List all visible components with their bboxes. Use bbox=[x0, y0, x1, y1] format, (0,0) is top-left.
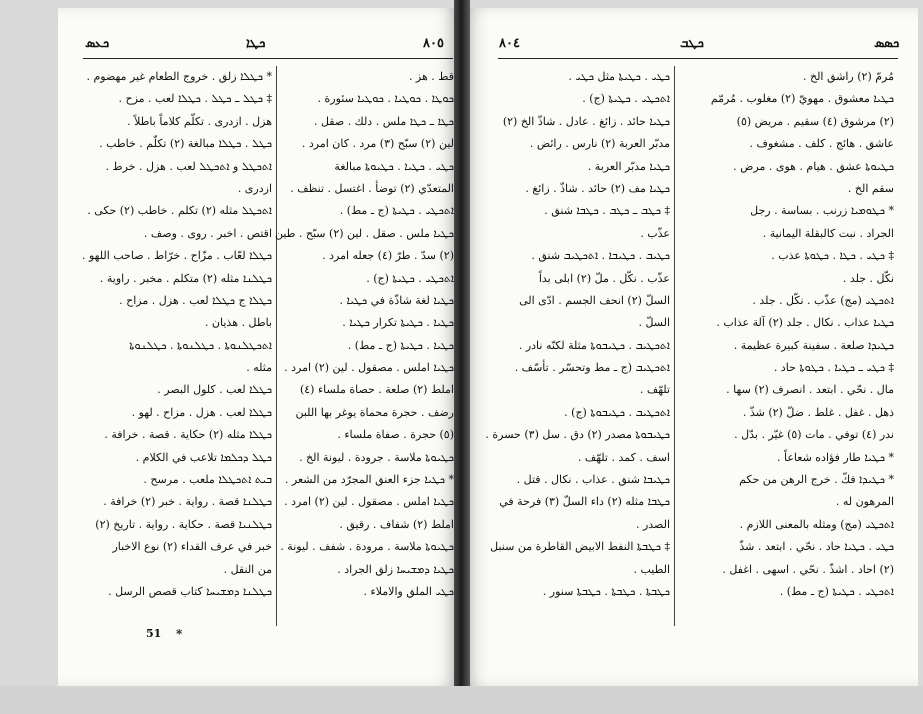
dictionary-line: ندر (٤) توفي . مات (٥) غيّر . بدّل . bbox=[734, 428, 894, 442]
dictionary-line: ܟܛܠܢܐ قصة . رواية . خبر (٢) خرافة . bbox=[103, 495, 272, 509]
dictionary-line: ܟܛܝܐ حائد . زائغ . عادل . شاذّ الخ (٢) bbox=[502, 114, 670, 128]
dictionary-line: ܟܛܝ . ܟܛܝܐ . ܟܛܝܘܬܐ مبالغة bbox=[334, 159, 454, 173]
dictionary-line: ‡ ܟܛܠ ـ ܟܛܠ . ܟܛܠܐ لعب . مزح . bbox=[118, 92, 272, 106]
dictionary-line: ܟܘܛܐ . ܟܘܛܝܐ . ܟܘܛܝܐ سئورة . bbox=[317, 92, 454, 106]
header-rule bbox=[83, 58, 453, 59]
left-page-left-column bbox=[82, 66, 272, 603]
footer-star: * bbox=[176, 627, 183, 641]
dictionary-line: ܐܬܟܛܝ (مج) عذّب . نكّل . جلد . bbox=[752, 293, 894, 307]
dictionary-line: املط (٢) شفاف . رقيق . bbox=[339, 517, 454, 531]
dictionary-line: ܟܛܝܕܐ صلعة . سفينة كبيرة عظيمة . bbox=[733, 338, 894, 352]
dictionary-line: ܟܛܝܐ املس . مصقول . لين (٢) امرد . bbox=[284, 361, 454, 375]
dictionary-line: من النقل . bbox=[223, 562, 272, 576]
dictionary-line: مال . نحّي . ابتعد . انصرف (٢) سها . bbox=[726, 383, 894, 397]
dictionary-line: ܟܛܒܬܐ . ܟܛܒܬܐ . ܟܛܒܬܐ سنور . bbox=[542, 584, 670, 598]
dictionary-line: ܟܛܠܢܐ ܕܡܫܝܚܐ كتاب قصص الرسل . bbox=[108, 584, 272, 598]
dictionary-line: سقم الخ . bbox=[847, 181, 894, 195]
dictionary-line: ܟܛܒܐ مثله (٢) داء السلّ (٣) فرحة في bbox=[499, 495, 670, 509]
dictionary-line: ‡ ܟܛܒܬܐ النفط الابيض القاطرة من سنبل bbox=[490, 540, 670, 554]
dictionary-line: ܟܛܝܐ ܕܡܫܝܚܐ زلق الجراد . bbox=[337, 562, 454, 576]
right-page-header-center: ܟܛܒ bbox=[680, 36, 704, 51]
dictionary-line: * ܟܛܝܐ جزء العنق المجرّد من الشعر . bbox=[284, 473, 454, 487]
dictionary-line: رضف . حجرة محماة يوغر بها اللبن bbox=[295, 405, 454, 419]
dictionary-line: * ܟܛܝܕܐ فكّ . خرج الرهن من حكم bbox=[739, 473, 894, 487]
dictionary-line: ܟܛܝܐ معشوق . مهويّ (٢) مغلوب . مُرمّم bbox=[710, 92, 894, 106]
dictionary-line: السلّ (٢) انحف الجسم . ادّى الى bbox=[519, 293, 670, 307]
dictionary-line: ܐܬܟܛܠ مثله (٢) تكلم . خاطب (٢) حكى . bbox=[87, 204, 272, 218]
dictionary-line: عاشق . هائج . كلف . مشغوف . bbox=[749, 137, 894, 151]
right-page-number: ٨٠٤ bbox=[499, 36, 520, 51]
dictionary-line: (٢) احاد . اشذّ . نحّي . اسهى . اغفل . bbox=[722, 562, 894, 576]
dictionary-line: ܟܛܠܐ لعب . هزل . مزاح . لهو . bbox=[131, 405, 272, 419]
dictionary-line: (٥) حجرة . صفاة ملساء . bbox=[337, 428, 454, 442]
dictionary-line: (٢) مرشوق (٤) سقيم . مريض (٥) bbox=[736, 114, 894, 128]
dictionary-line: نكّل . جلد . bbox=[842, 271, 894, 285]
dictionary-line: ܟܛܝܒܐ شنق . عذاب . نكال . قتل . bbox=[516, 473, 670, 487]
dictionary-line: ܟܛܝܐ . ܟܛܝܬܐ (ج ـ مط) . bbox=[347, 338, 454, 352]
dictionary-line: عذّب . نكّل . ملّ (٢) ابلى بداً bbox=[538, 271, 670, 285]
column-divider bbox=[276, 66, 277, 626]
dictionary-line: مُرمّ (٢) راشق الخ . bbox=[802, 70, 894, 83]
book-spine-gutter bbox=[454, 0, 470, 714]
left-page bbox=[58, 8, 462, 686]
dictionary-line: ܟܛܐ ـ ܟܛܐ ملس . دلك . صقل . bbox=[313, 114, 454, 128]
dictionary-line: ܟܛܠܢܝܐ قصة . حكاية . رواية . تاريخ (٢) bbox=[95, 517, 272, 531]
dictionary-line: ܒܝܬ ܐܬܟܛܠܐ ملعب . مرسح . bbox=[143, 473, 272, 487]
dictionary-line: المتعدّي (٢) توضأ . اغتسل . تنظف . bbox=[290, 181, 454, 195]
dictionary-line: اسف . كمد . تلهّف . bbox=[577, 450, 670, 464]
right-page bbox=[462, 8, 918, 686]
header-rule bbox=[498, 58, 898, 59]
dictionary-line: ܐܬܟܛܝܒ . ܟܛܝܒܘܬܐ (ج) . bbox=[564, 405, 670, 419]
dictionary-line: * ܟܛܠܐ زلق . خروج الطعام غير مهضوم . bbox=[86, 70, 272, 83]
dictionary-line: ܐܬܟܛܝ . ܟܛܝܬܐ (ج ـ مط) . bbox=[779, 584, 894, 598]
dictionary-line: ܟܛܝ . ܟܛܝܬܐ مثل ܟܛܝ . bbox=[568, 70, 670, 83]
dictionary-line: ܟܛܝܐ مدبّر العربة . bbox=[587, 159, 670, 173]
dictionary-line: ܟܛܝܘܬܐ عشق . هيام . هوى . مرض . bbox=[733, 159, 894, 173]
dictionary-line: ܐܬܟܛܠܢܘܬܐ . ܟܛܠܢܘܬܐ . ܟܛܠܢܘܬܐ bbox=[129, 338, 272, 352]
dictionary-line: ذهل . غفل . غلط . ضلّ (٢) شذّ . bbox=[742, 405, 894, 419]
dictionary-line: ܐܬܟܛܠ و ܐܬܟܛܠ لعب . هزل . خرط . bbox=[105, 159, 272, 173]
dictionary-line: عذّب . bbox=[640, 226, 670, 240]
dictionary-line: (٢) سدّ . طرّ (٤) جعله امرد . bbox=[322, 249, 454, 263]
dictionary-line: الطيب . bbox=[633, 562, 670, 576]
dictionary-line: مدبّر العربة (٢) نارس . رائض . bbox=[529, 137, 670, 151]
right-page-right-column bbox=[680, 66, 894, 603]
left-page-header-syriac-left: ܟܥܣ bbox=[85, 36, 110, 51]
dictionary-line: ܟܛܠܢܐ مثله (٢) متكلم . مخبر . راوية . bbox=[99, 271, 272, 285]
right-page-left-column bbox=[485, 66, 670, 603]
dictionary-line: ܐܬܟܛܝ (مج) ومثله بالمعنى اللازم . bbox=[739, 517, 894, 531]
dictionary-line: خبر في عرف القداء (٢) نوع الاخبار bbox=[112, 540, 272, 554]
dictionary-line: ܟܛܝ الملق والاملاء . bbox=[363, 584, 454, 598]
dictionary-line: ܟܛܠ ܕܟܠܡܐ تلاعب في الكلام . bbox=[135, 450, 272, 464]
dictionary-line: ܟܛܝܒܘܬܐ مصدر (٢) دق . سل (٣) حسرة . bbox=[485, 428, 670, 442]
dictionary-line: ܟܛܝܐ املس . مصقول . لين (٢) امرد . bbox=[284, 495, 454, 509]
dictionary-line: ܐܬܟܛܝܒ (ج ـ مط وتحسّر . تأسّف . bbox=[514, 361, 670, 375]
dictionary-line: ‡ ܟܛܝ . ܟܛܐ . ܟܛܘܬܐ عذب . bbox=[771, 249, 894, 263]
right-page-header-syriac-right: ܟܣܣ bbox=[874, 36, 900, 51]
dictionary-line: السلّ . bbox=[638, 316, 670, 330]
dictionary-line: المرهون له . bbox=[835, 495, 894, 509]
dictionary-line: ܟܛܠܐ مثله (٢) حكاية . قصة . خرافة . bbox=[104, 428, 272, 442]
dictionary-line: قط . هز . bbox=[408, 70, 454, 83]
dictionary-line: هزل . ازدرى . تكلّم كلاماً باطلاً . bbox=[127, 114, 272, 128]
column-divider bbox=[674, 66, 675, 626]
dictionary-line: ܟܛܝܐ . ܟܛܝܬܐ تكرار ܟܛܝܐ . bbox=[342, 316, 454, 330]
dictionary-line: * ܟܛܘܡܝܐ زرنب . بساسة . رجل bbox=[750, 204, 894, 218]
dictionary-line: ܟܛܝܘܬܐ ملاسة . مرودة . شفف . ليونة . bbox=[280, 540, 454, 554]
dictionary-line: ܟܛܝܐ ملس . صقل . لين (٢) سبّح . طين bbox=[274, 226, 454, 240]
dictionary-line: لين (٢) سبّح (٣) مرد . كان امرد . bbox=[301, 137, 454, 151]
dictionary-line: ܟܛܝܐ عذاب . نكال . جلد (٢) آلة عذاب . bbox=[716, 316, 894, 330]
dictionary-line: ‡ ܟܛܝ ـ ܟܛܝܐ . ܟܛܘܬܐ حاد . bbox=[773, 361, 894, 375]
dictionary-line: ܟܛܝܘܬܐ ملاسة . جرودة . ليونة الخ . bbox=[299, 450, 454, 464]
dictionary-line: ܟܛܠܐ لعّاب . مزّاح . خرّاط . صاحب اللهو . bbox=[81, 249, 272, 263]
dictionary-line: ܟܛܝܐ لغة شاذّة في ܟܛܝܐ . bbox=[339, 293, 454, 307]
dictionary-line: ܟܛܠܐ ج ܟܛܠܐ لعب . هزل . مزاح . bbox=[119, 293, 272, 307]
dictionary-line: املط (٢) صلعة . حصاة ملساء (٤) bbox=[299, 383, 454, 397]
dictionary-line: ܟܛܝܐ مف (٢) حائد . شاذّ . زائغ . bbox=[525, 181, 670, 195]
dictionary-line: ܟܛܝ . ܟܛܝܐ حاد . نحّي . ابتعد . شذّ bbox=[739, 540, 894, 554]
dictionary-line: ܟܛܝܒ . ܟܛܝܒܐ . ܐܬܟܛܝܒ شنق . bbox=[531, 249, 670, 263]
dictionary-line: ‡ ܟܛܒ ـ ܟܛܒ . ܟܛܒܐ شنق . bbox=[544, 204, 670, 218]
dictionary-line: مثله . bbox=[246, 361, 272, 375]
dictionary-line: الجراد . نبت كالبقلة اليمانية . bbox=[762, 226, 894, 240]
dictionary-line: ازدرى . bbox=[237, 181, 272, 195]
dictionary-line: الصدر . bbox=[635, 517, 670, 531]
dictionary-line: ܐܬܟܛܝܒ . ܟܛܝܒܘܬܐ مثلة لكنّه نادر . bbox=[518, 338, 670, 352]
dictionary-line: باطل . هذيان . bbox=[204, 316, 272, 330]
left-page-right-column bbox=[274, 66, 454, 603]
dictionary-line: ܟܛܠ . ܟܛܠܐ مبالغة (٢) تكلّم . خاطب . bbox=[99, 137, 272, 151]
scan-bottom-margin bbox=[0, 686, 923, 714]
dictionary-line: ܐܬܟܛܝ . ܟܛܝܬܐ (ج) . bbox=[582, 92, 670, 106]
dictionary-line: ܟܛܠܐ لعب . كلول البصر . bbox=[157, 383, 272, 397]
dictionary-line: ܐܬܟܛܝ . ܟܛܝܬܐ (ج ـ مط) . bbox=[339, 204, 454, 218]
left-page-header-center: ܟܛܐ bbox=[246, 36, 266, 51]
dictionary-line: اقتص . اخبر . روى . وصف . bbox=[143, 226, 272, 240]
footer-signature: 51 bbox=[146, 627, 162, 640]
left-page-number: ٨٠٥ bbox=[423, 36, 444, 51]
dictionary-line: * ܟܛܝܐ طار فؤاده شعاعاً . bbox=[777, 450, 894, 464]
dictionary-line: تلهّف . bbox=[639, 383, 670, 397]
dictionary-line: ܐܬܟܛܝ . ܟܛܝܬܐ (ج) . bbox=[366, 271, 454, 285]
